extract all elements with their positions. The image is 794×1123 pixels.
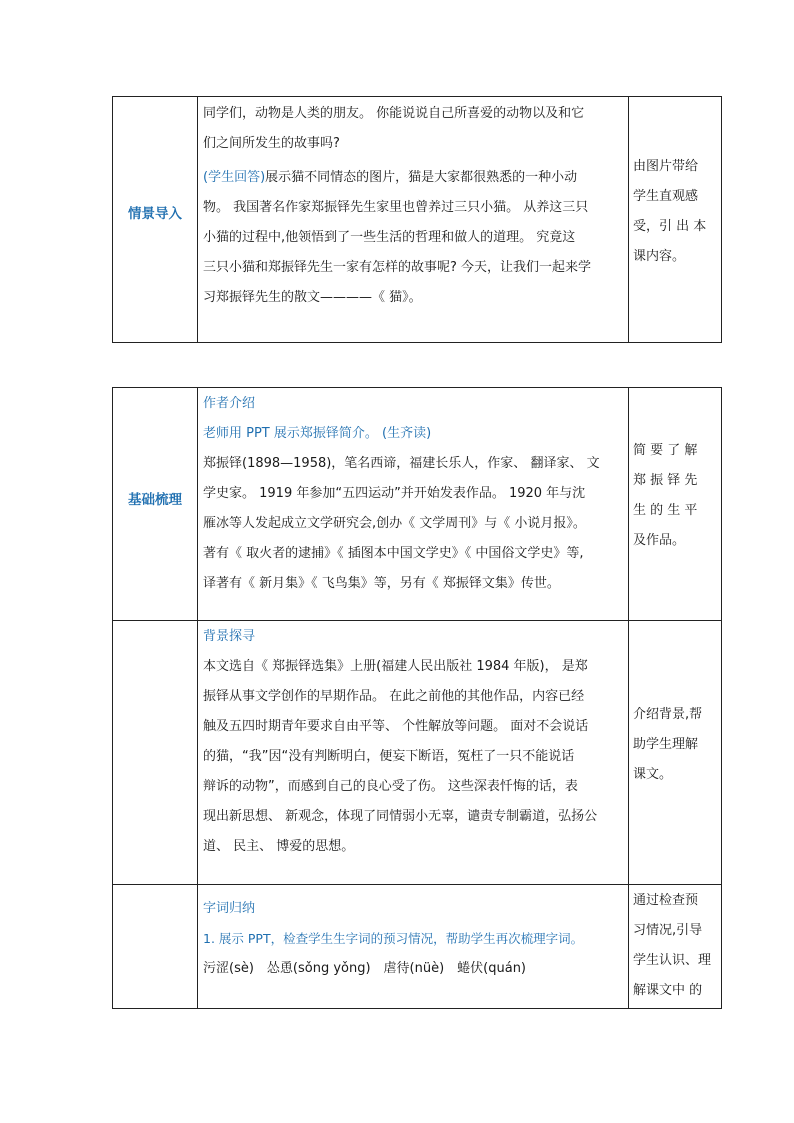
teacher-activity: 1. 展示 PPT，检查学生生字词的预习情况，帮助学生再次梳理字词。 [203, 931, 584, 946]
author-intro-section [203, 389, 629, 599]
section-label-scene-intro: 情景导入 [128, 206, 182, 222]
student-answer-tag: (学生回答) [203, 170, 266, 185]
row-divider [113, 884, 721, 885]
design-intent-note: 由图片带给 学生直观感 受，引 出 本 课内容。 [633, 159, 707, 264]
content-line: 们之间所发生的故事吗? [203, 136, 340, 151]
content-line: 触及五四时期青年要求自由平等、 个性解放等问题。 面对不会说话 [203, 719, 589, 734]
column-divider [197, 388, 198, 1008]
vocabulary-words: 污涩(sè) 怂恿(sǒng yǒng) 虐待(nüè) 蜷伏(quán) [203, 961, 527, 976]
content-line: 三只小猫和郑振铎先生一家有怎样的故事呢? 今天，让我们一起来学 [203, 260, 592, 275]
section-label-foundation: 基础梳理 [128, 492, 182, 508]
content-line: 的猫，“我”因“没有判断明白，便妄下断语，冤枉了一只不能说话 [203, 749, 575, 764]
vocabulary-section [203, 894, 629, 984]
background-section [203, 622, 629, 862]
content-line: 译著有《 新月集》《 飞鸟集》等，另有《 郑振铎文集》传世。 [203, 576, 560, 591]
design-intent-note: 简 要 了 解 郑 振 铎 先 生 的 生 平 及作品。 [633, 443, 698, 548]
foundation-table [112, 387, 722, 1009]
content-line: 道、 民主、 博爱的思想。 [203, 839, 355, 854]
teacher-activity: 老师用 PPT 展示郑振铎简介。 (生齐读) [203, 426, 432, 441]
section-heading: 背景探寻 [203, 629, 256, 644]
content-line: 本文选自《 郑振铎选集》上册(福建人民出版社 1984 年版)， 是郑 [203, 659, 588, 674]
design-intent-note: 介绍背景,帮 助学生理解 课文。 [633, 707, 703, 782]
content-line: 小猫的过程中,他领悟到了一些生活的哲理和做人的道理。 究竟这 [203, 230, 576, 245]
content-line: 学史家。 1919 年参加“五四运动”并开始发表作品。 1920 年与沈 [203, 486, 586, 501]
column-divider [197, 97, 198, 342]
content-line: (学生回答)展示猫不同情态的图片，猫是大家都很熟悉的一种小动 [203, 170, 578, 185]
intro-table [112, 96, 722, 343]
content-line: 振铎从事文学创作的早期作品。 在此之前他的其他作品，内容已经 [203, 689, 585, 704]
content-line: 物。 我国著名作家郑振铎先生家里也曾养过三只小猫。 从养这三只 [203, 200, 589, 215]
section-heading: 作者介绍 [203, 396, 256, 411]
row-divider [113, 620, 721, 621]
section-heading: 字词归纳 [203, 901, 256, 916]
design-intent-note: 通过检查预 习情况,引导 学生认识、理 解课文中 的 [633, 893, 712, 998]
content-line: 郑振铎(1898—1958)，笔名西谛，福建长乐人，作家、 翻译家、 文 [203, 456, 600, 471]
content-line: 雁冰等人发起成立文学研究会,创办《 文学周刊》与《 小说月报》。 [203, 516, 586, 531]
content-line: 著有《 取火者的逮捕》《 插图本中国文学史》《 中国俗文学史》等, [203, 546, 584, 561]
content-line: 辩诉的动物”，而感到自己的良心受了伤。 这些深表忏悔的话，表 [203, 779, 578, 794]
content-line: 现出新思想、 新观念，体现了同情弱小无辜，谴责专制霸道，弘扬公 [203, 809, 598, 824]
intro-content [203, 99, 629, 313]
content-line: 习郑振铎先生的散文————《 猫》。 [203, 290, 422, 305]
content-line: 同学们，动物是人类的朋友。 你能说说自己所喜爱的动物以及和它 [203, 106, 585, 121]
